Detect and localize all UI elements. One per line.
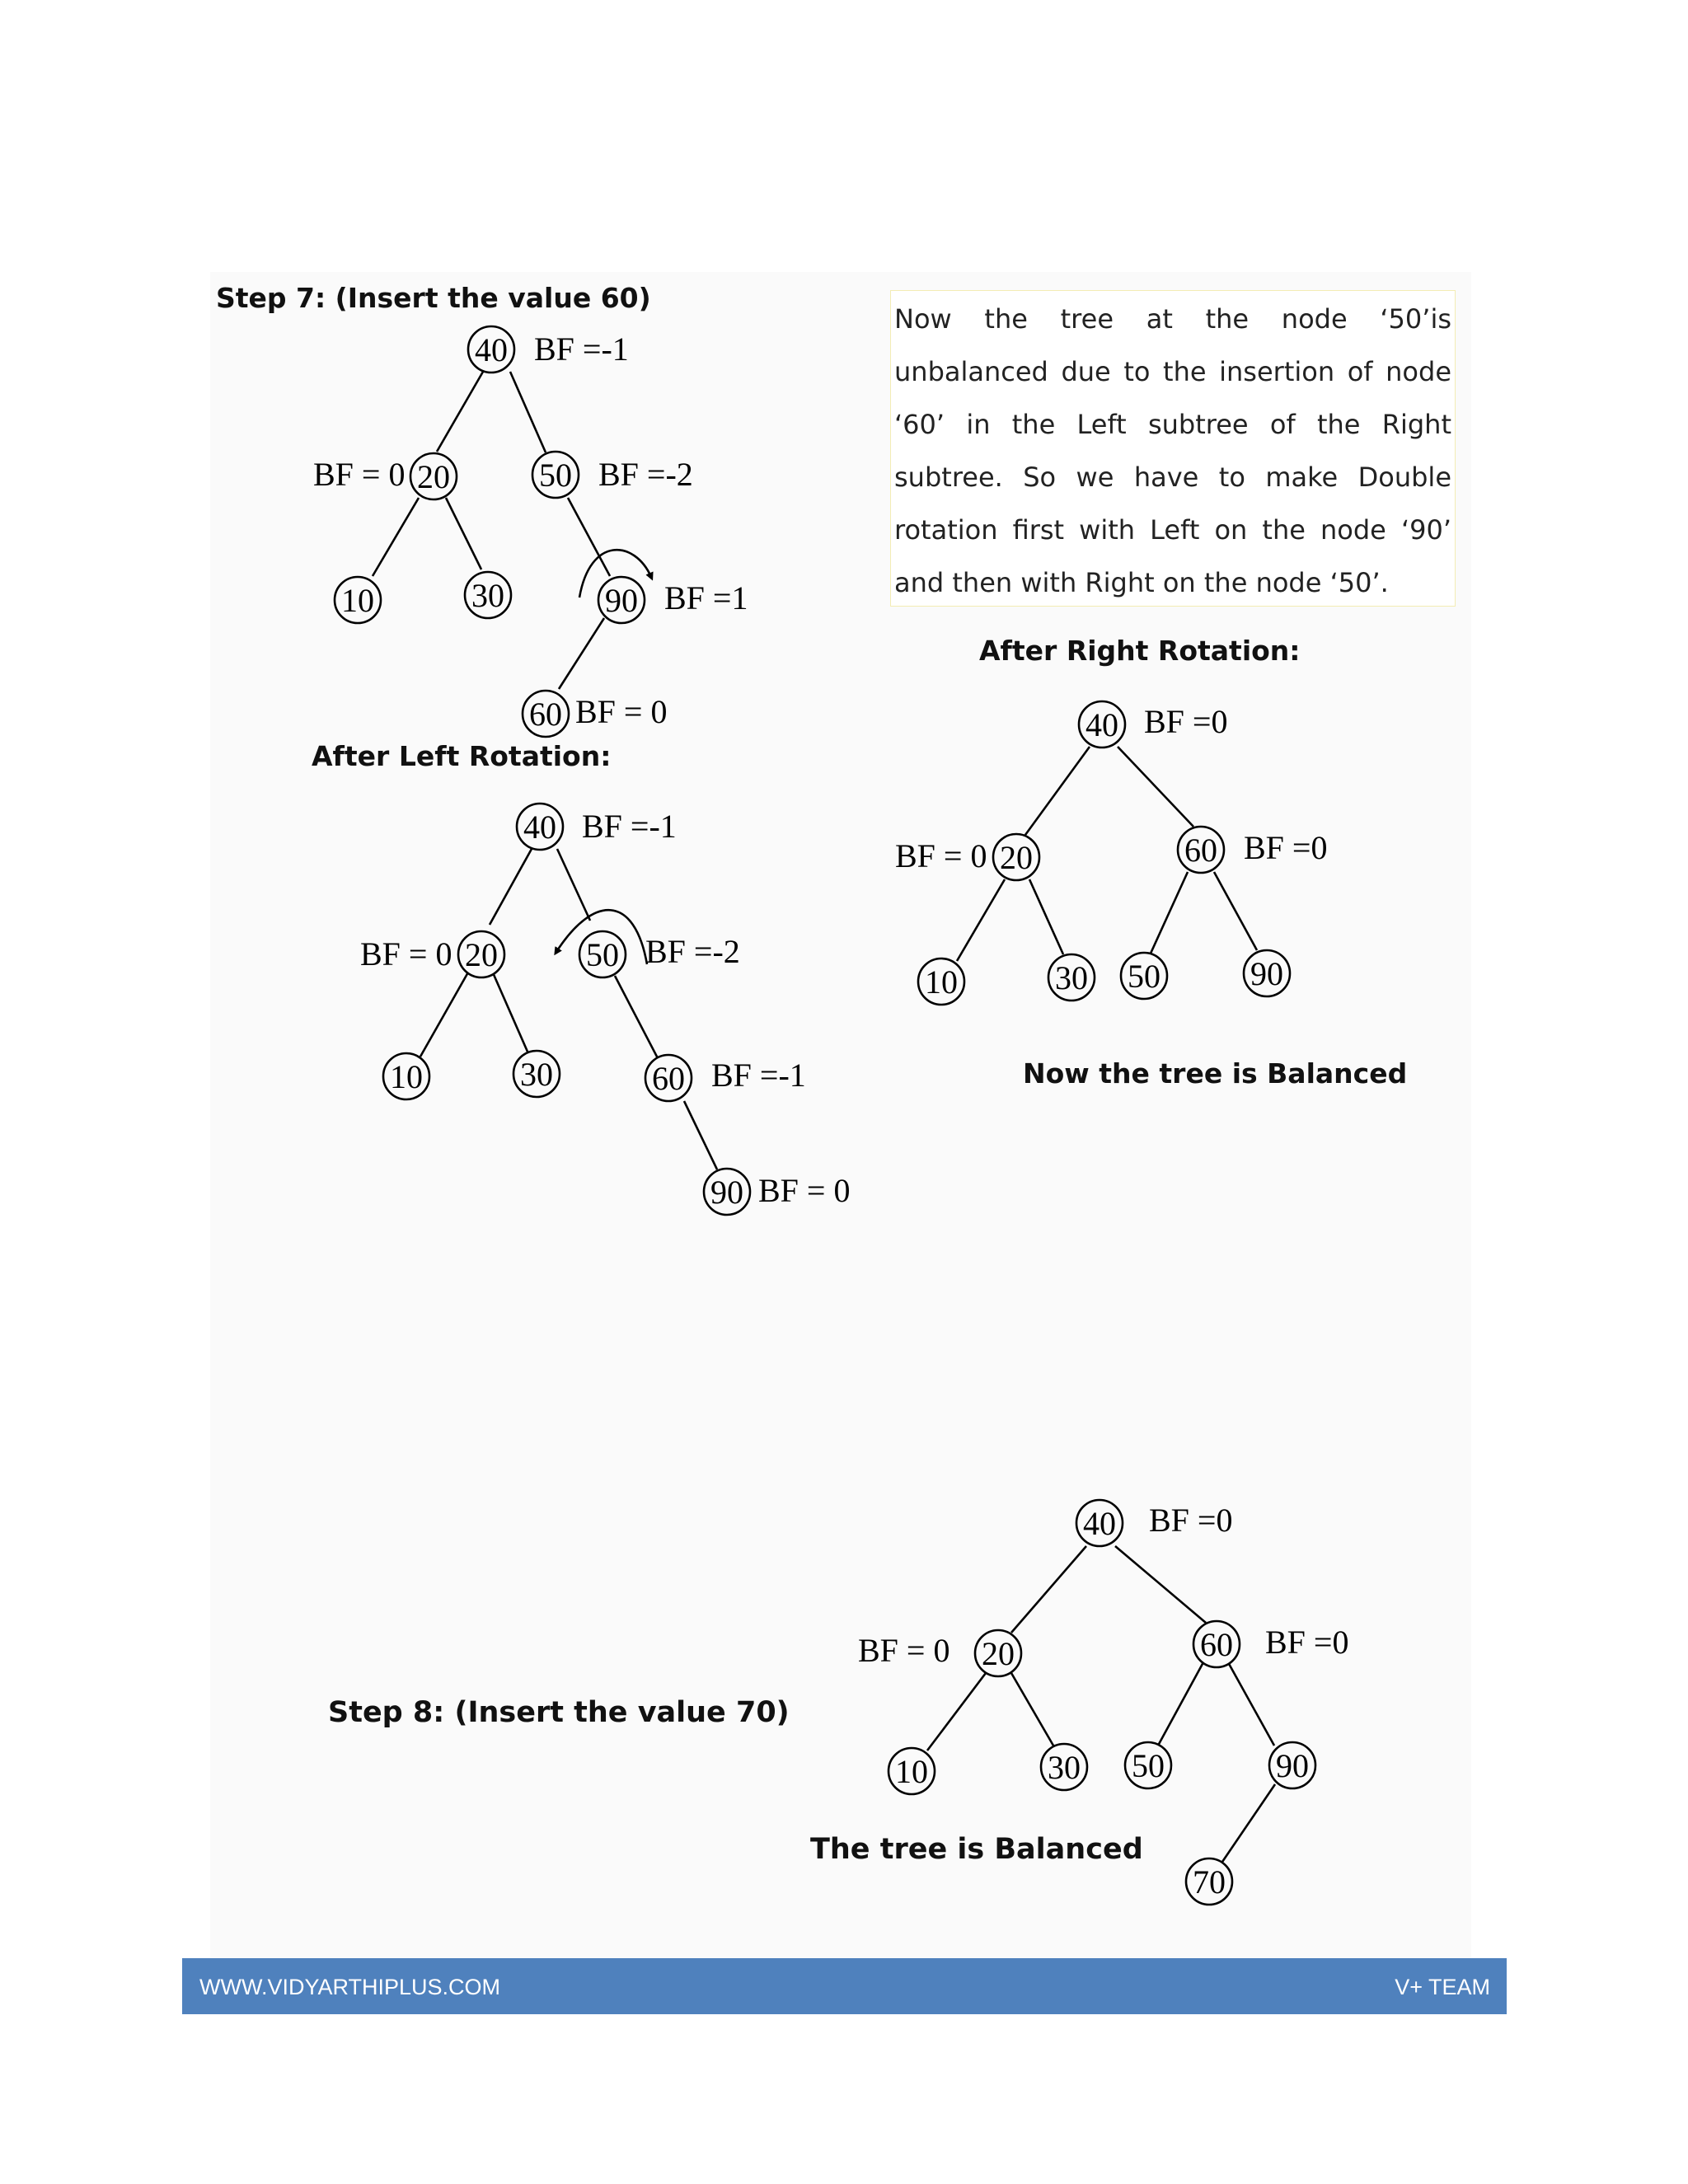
balance-factor: BF = 0 [360,935,452,972]
edge [1221,1784,1275,1864]
edge [490,849,532,925]
balance-factor: BF =-1 [534,330,629,368]
edge [927,1673,986,1750]
tree-node [532,452,579,498]
tree-node [513,1051,560,1097]
balance-factor: BF = 0 [858,1632,950,1669]
tree-node [1125,1742,1171,1788]
edge [559,618,604,689]
node-label: 30 [520,1056,553,1093]
edge [1011,1546,1086,1633]
edge [1118,747,1193,827]
balance-factor: BF =-2 [645,933,740,970]
edge [684,1101,717,1169]
edge [492,971,528,1052]
node-label: 90 [710,1174,743,1211]
node-label: 40 [1085,706,1118,743]
tree-node [458,931,504,977]
balance-factor: BF =-1 [582,808,677,845]
footer-team: V+ TEAM [1395,1975,1490,1999]
tree-node [579,931,626,977]
node-label: 50 [1128,958,1160,995]
tree-node [1193,1621,1240,1667]
edge [1115,1546,1206,1623]
node-label: 10 [390,1058,423,1095]
tree-node [523,691,569,737]
node-label: 50 [539,457,572,494]
balance-factor: BF =0 [1244,829,1328,866]
node-label: 10 [895,1753,928,1790]
node-label: 40 [1083,1505,1116,1542]
tree-node [975,1630,1021,1676]
tree-node [335,577,381,623]
tree-node [645,1055,692,1101]
tree-node [1121,953,1167,999]
tree-node [889,1748,935,1794]
tree-node [704,1169,750,1215]
balanced-caption-2: The tree is Balanced [810,1833,1143,1866]
step7-heading: Step 7: (Insert the value 60) [216,282,651,314]
step7-tree [313,326,748,737]
node-label: 10 [341,582,374,619]
balance-factor: BF =0 [1265,1624,1349,1661]
tree-node [993,834,1039,880]
tree-node [1269,1742,1315,1788]
node-label: 20 [982,1635,1015,1672]
tree-node [1186,1858,1232,1905]
edge [373,498,419,576]
tree-node [1178,827,1224,873]
balance-factor: BF = 0 [758,1172,851,1209]
page-footer [182,1958,1507,2014]
edge [420,971,469,1057]
tree-node [598,577,645,623]
balance-factor: BF =0 [1144,703,1228,740]
node-label: 90 [605,582,638,619]
tree-node [468,326,514,373]
node-label: 60 [529,696,562,733]
footer-website: WWW.VIDYARTHIPLUS.COM [199,1975,501,1999]
balance-factor: BF = 0 [575,693,668,730]
edge [1228,1662,1274,1746]
balance-factor: BF = 0 [313,456,406,493]
edge [1158,1662,1203,1746]
after-left-rotation-heading: After Left Rotation: [312,740,612,772]
balance-factor: BF =1 [664,579,748,616]
tree-node [918,958,964,1005]
node-label: 60 [1184,832,1217,869]
edge [615,976,658,1058]
node-label: 20 [465,936,498,973]
tree-node [517,804,563,850]
node-label: 60 [1200,1626,1233,1663]
edge [1214,872,1257,950]
node-label: 50 [1132,1747,1165,1784]
after-right-rotation-heading: After Right Rotation: [979,635,1301,667]
edge [1150,872,1188,955]
tree-node [1079,701,1125,748]
node-label: 70 [1193,1863,1226,1900]
edge [1011,1673,1053,1746]
tree-node [1048,954,1095,1001]
node-label: 50 [586,936,619,973]
balance-factor: BF =-2 [598,456,693,493]
step8-heading: Step 8: (Insert the value 70) [328,1696,790,1729]
edge [510,372,546,452]
balance-factor: BF =0 [1149,1502,1233,1539]
edge [1029,879,1063,954]
after-left-rotation-tree [360,804,850,1215]
balanced-caption-1: Now the tree is Balanced [1023,1057,1408,1090]
node-label: 30 [471,577,504,614]
tree-node [383,1053,429,1099]
edge [568,498,610,576]
node-label: 40 [475,331,508,368]
tree-node [1244,950,1290,996]
edge [446,498,481,569]
node-label: 20 [417,458,450,495]
edge [1025,747,1090,835]
node-label: 30 [1055,959,1088,996]
node-label: 40 [523,808,556,846]
edge [957,879,1005,961]
node-label: 60 [652,1060,685,1097]
step8-tree [858,1500,1348,1905]
balance-factor: BF = 0 [895,837,987,874]
node-label: 90 [1250,955,1283,992]
node-label: 10 [925,963,958,1001]
node-label: 30 [1048,1749,1081,1786]
explanation-text: Now the tree at the node ‘50’is unbalanced due to the insertion of node ‘60’ in the Left subtree of the Right subtree. So we have to make Double rotation first with Left on the node ‘90’ and then with Right on the node ‘50’. [894,303,1451,598]
after-right-rotation-tree [895,701,1327,1005]
tree-node [1041,1744,1087,1790]
tree-node [465,572,511,618]
node-label: 90 [1276,1747,1309,1784]
tree-node [410,453,457,499]
balance-factor: BF =-1 [711,1057,806,1094]
edge [557,849,590,921]
edge [437,372,483,452]
node-label: 20 [1000,839,1033,876]
tree-node [1076,1500,1123,1546]
